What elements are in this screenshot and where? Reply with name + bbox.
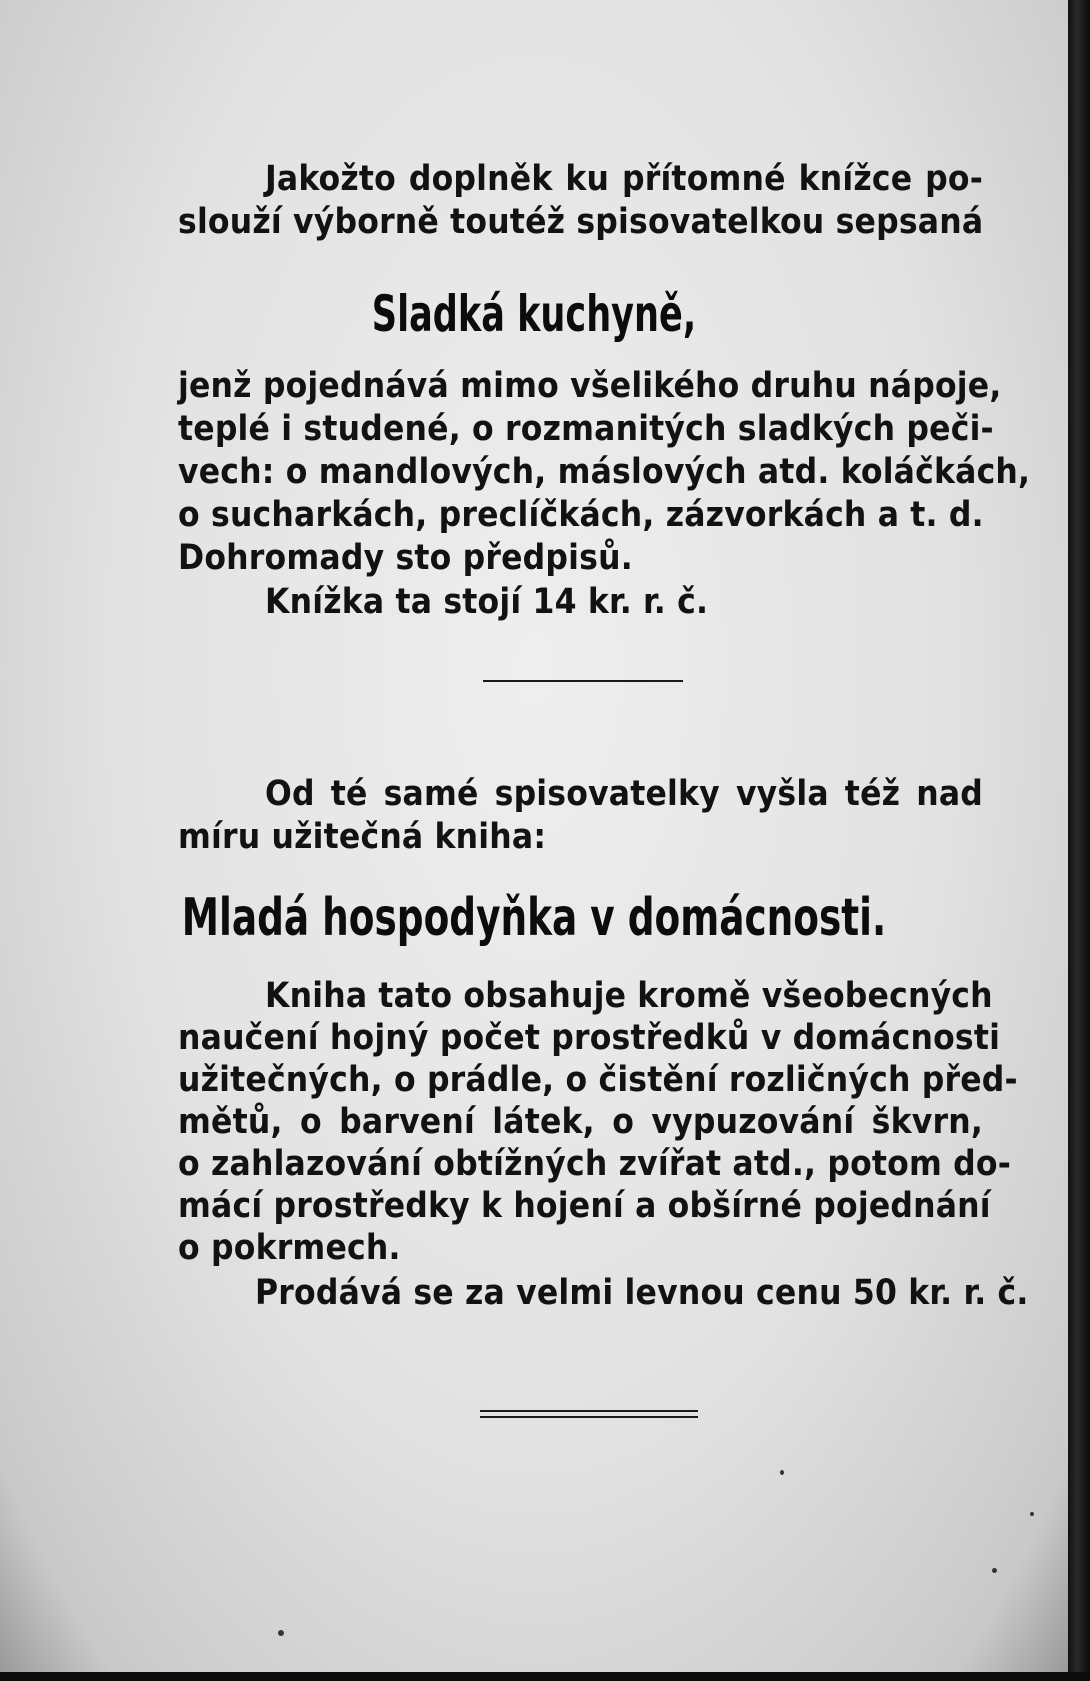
section1-body-line: o sucharkách, preclíčkách, zázvorkách a t. d. (178, 495, 984, 535)
section1-price: Knížka ta stojí 14 kr. r. č. (265, 582, 709, 622)
print-speck (780, 1470, 784, 1475)
section1-intro-line1: Jakožto doplněk ku přítomné knížce po- (265, 159, 983, 199)
print-speck (278, 1630, 284, 1636)
print-speck (992, 1568, 997, 1573)
section2-body-first: Kniha tato obsahuje kromě všeobecných (265, 976, 993, 1016)
section2-intro-line2: míru užitečná kniha: (178, 817, 547, 857)
section2-price: Prodává se za velmi levnou cenu 50 kr. r. č. (255, 1273, 1029, 1313)
section-divider (483, 680, 683, 682)
section2-body-line: o pokrmech. (178, 1228, 401, 1268)
section2-body-line: o zahlazování obtížných zvířat atd., potom do- (178, 1144, 1012, 1184)
page-edge-shadow (1068, 0, 1090, 1681)
end-double-rule-top (480, 1410, 698, 1412)
section1-body-line: vech: o mandlových, máslových atd. koláčkách, (178, 452, 1031, 492)
section1-body-line: teplé i studené, o rozmanitých sladkých peči- (178, 409, 994, 449)
section2-body-line: užitečných, o prádle, o čistění rozličných před- (178, 1060, 1018, 1100)
section1-body-line: jenž pojednává mimo všelikého druhu nápoje, (178, 366, 1002, 406)
section1-intro-line2: slouží výborně toutéž spisovatelkou sepsaná (178, 202, 984, 242)
section1-body-line: Dohromady sto předpisů. (178, 538, 633, 578)
print-speck (1030, 1512, 1034, 1516)
section2-body-line: mětů, o barvení látek, o vypuzování škvrn, (178, 1102, 983, 1142)
section2-title: Mladá hospodyňka v domácnosti. (181, 888, 887, 948)
section1-title: Sladká kuchyně, (371, 285, 697, 343)
section2-body-line: naučení hojný počet prostředků v domácnosti (178, 1018, 1001, 1058)
section2-body-line: mácí prostředky k hojení a obšírné pojednání (178, 1186, 991, 1226)
page-edge-shadow (0, 1672, 1090, 1681)
section2-intro-line1: Od té samé spisovatelky vyšla též nad (265, 774, 983, 814)
end-double-rule-bottom (480, 1416, 698, 1418)
